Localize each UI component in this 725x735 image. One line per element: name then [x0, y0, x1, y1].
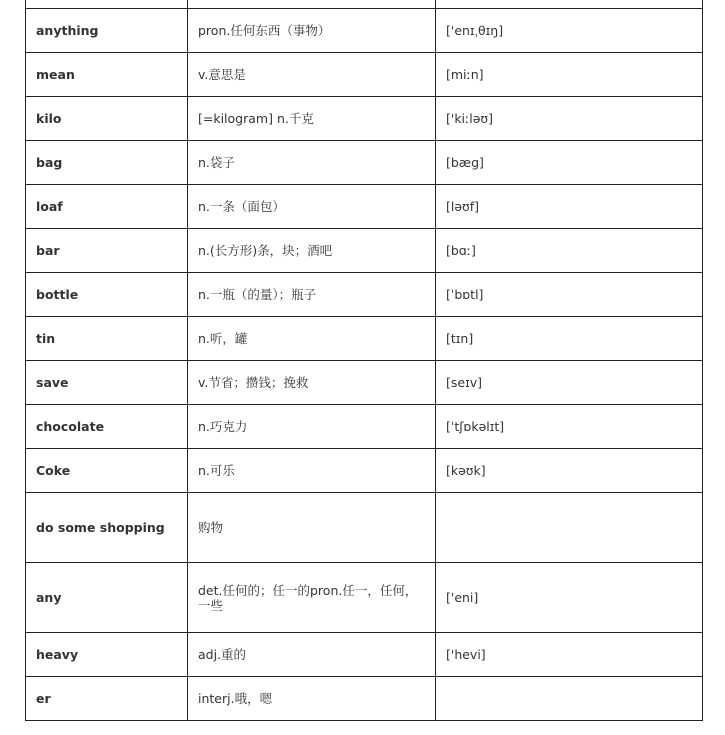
meaning-cell: v.意思是 [188, 53, 436, 97]
table-row [26, 563, 703, 633]
table-row [26, 9, 703, 53]
meaning-cell: n.一条（面包） [188, 185, 436, 229]
word-cell: anything [26, 9, 188, 53]
table-row [26, 185, 703, 229]
meaning-cell: n.袋子 [188, 141, 436, 185]
word-cell: chocolate [26, 405, 188, 449]
word-cell: loaf [26, 185, 188, 229]
meaning-cell: [=kilogram] n.千克 [188, 97, 436, 141]
table-row [26, 361, 703, 405]
vocabulary-table-body [26, 0, 703, 721]
meaning-cell: n.可乐 [188, 449, 436, 493]
table-row [26, 141, 703, 185]
word-cell: do some shopping [26, 493, 188, 563]
table-row [26, 0, 703, 9]
word-cell: er [26, 677, 188, 721]
meaning-cell: det.任何的；任一的pron.任一，任何，一些 [188, 563, 436, 633]
word-cell: bottle [26, 273, 188, 317]
table-row [26, 493, 703, 563]
meaning-cell: pron.任何东西（事物） [188, 9, 436, 53]
phonetic-cell: [ˈtʃɒkəlɪt] [436, 405, 703, 449]
phonetic-cell: [tɪn] [436, 317, 703, 361]
phonetic-cell: ['hevi] [436, 633, 703, 677]
word-cell: bar [26, 229, 188, 273]
meaning-cell: n.一瓶（的量）；瓶子 [188, 273, 436, 317]
table-row [26, 317, 703, 361]
phonetic-cell: ['eni] [436, 563, 703, 633]
phonetic-cell: [bɑː] [436, 229, 703, 273]
phonetic-cell [436, 0, 703, 9]
table-row [26, 633, 703, 677]
phonetic-cell [436, 677, 703, 721]
phonetic-cell: [bæg] [436, 141, 703, 185]
meaning-cell: n.巧克力 [188, 405, 436, 449]
phonetic-cell: [ləʊf] [436, 185, 703, 229]
word-cell: bag [26, 141, 188, 185]
phonetic-cell: ['enɪˌθɪŋ] [436, 9, 703, 53]
meaning-cell: v.节省；攒钱；挽救 [188, 361, 436, 405]
phonetic-cell: [seɪv] [436, 361, 703, 405]
meaning-cell: 购物 [188, 493, 436, 563]
phonetic-cell: [miːn] [436, 53, 703, 97]
phonetic-cell: [kəʊk] [436, 449, 703, 493]
meaning-cell: n.听，罐 [188, 317, 436, 361]
table-row [26, 405, 703, 449]
word-cell: save [26, 361, 188, 405]
meaning-cell: interj.哦，嗯 [188, 677, 436, 721]
table-row [26, 677, 703, 721]
phonetic-cell: ['kiːləʊ] [436, 97, 703, 141]
table-row [26, 449, 703, 493]
word-cell: tin [26, 317, 188, 361]
phonetic-cell [436, 493, 703, 563]
word-cell: any [26, 563, 188, 633]
table-row [26, 97, 703, 141]
word-cell: kilo [26, 97, 188, 141]
vocabulary-table [25, 0, 703, 721]
word-cell: Coke [26, 449, 188, 493]
table-row [26, 53, 703, 97]
word-cell [26, 0, 188, 9]
meaning-cell: n.(长方形)条，块；酒吧 [188, 229, 436, 273]
word-cell: mean [26, 53, 188, 97]
meaning-cell: adj.重的 [188, 633, 436, 677]
phonetic-cell: [ˈbɒtl] [436, 273, 703, 317]
meaning-cell [188, 0, 436, 9]
table-row [26, 229, 703, 273]
table-row [26, 273, 703, 317]
word-cell: heavy [26, 633, 188, 677]
